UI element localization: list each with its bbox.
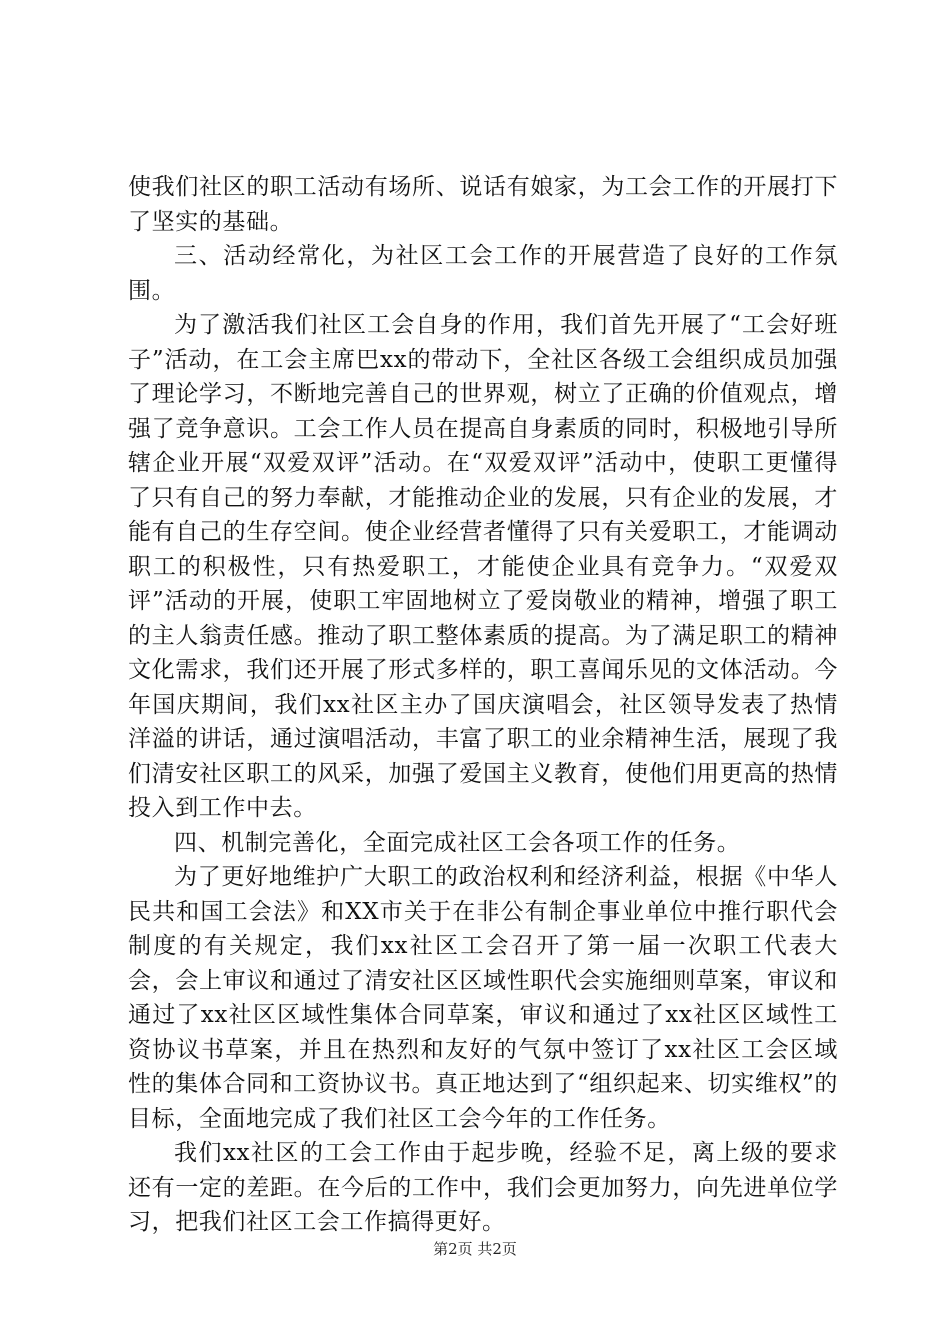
section-heading-four: 四、机制完善化，全面完成社区工会各项工作的任务。 — [174, 829, 741, 856]
page-footer: 第2页 共2页 — [433, 1240, 517, 1258]
paragraph-conclusion: 我们xx社区的工会工作由于起步晚，经验不足，离上级的要求还有一定的差距。在今后的工作中，我们会更加努力，向先进单位学习，把我们社区工会工作搞得更好。 — [128, 1140, 838, 1235]
paragraph-activities: 为了激活我们社区工会自身的作用，我们首先开展了“工会好班子”活动，在工会主席巴xx的带动下，全社区各级工会组织成员加强了理论学习，不断地完善自己的世界观，树立了正确的价值观点，增强了竞争意识。工会工作人员在提高自身素质的同时，积极地引导所辖企业开展“双爱双评”活动。在“双爱双评”活动中，使职工更懂得了只有自己的努力奉献，才能推动企业的发展，只有企业的发展，才能有自己的生存空间。使企业经营者懂得了只有关爱职工，才能调动职工的积极性，只有热爱职工，才能使企业具有竞争力。“双爱双评”活动的开展，使职工牢固地树立了爱岗敬业的精神，增强了职工的主人翁责任感。推动了职工整体素质的提高。为了满足职工的精神文化需求，我们还开展了形式多样的，职工喜闻乐见的文体活动。今年国庆期间，我们xx社区主办了国庆演唱会，社区领导发表了热情洋溢的讲话，通过演唱活动，丰富了职工的业余精神生活，展现了我们清安社区职工的风采，加强了爱国主义教育，使他们用更高的热情投入到工作中去。 — [128, 312, 838, 821]
document-body — [128, 170, 838, 1240]
paragraph-continuation: 使我们社区的职工活动有场所、说话有娘家，为工会工作的开展打下了坚实的基础。 — [128, 174, 838, 235]
paragraph-mechanism: 为了更好地维护广大职工的政治权利和经济利益，根据《中华人民共和国工会法》和XX市关于在非公有制企事业单位中推行职代会制度的有关规定，我们xx社区工会召开了第一届一次职工代表大会，会上审议和通过了清安社区区域性职代会实施细则草案，审议和通过了xx社区区域性集体合同草案，审议和通过了xx社区区域性工资协议书草案，并且在热烈和友好的气氛中签订了xx社区工会区域性的集体合同和工资协议书。真正地达到了“组织起来、切实维权”的目标，全面地完成了我们社区工会今年的工作任务。 — [128, 864, 838, 1132]
section-heading-three: 三、活动经常化，为社区工会工作的开展营造了良好的工作氛围。 — [128, 243, 838, 304]
